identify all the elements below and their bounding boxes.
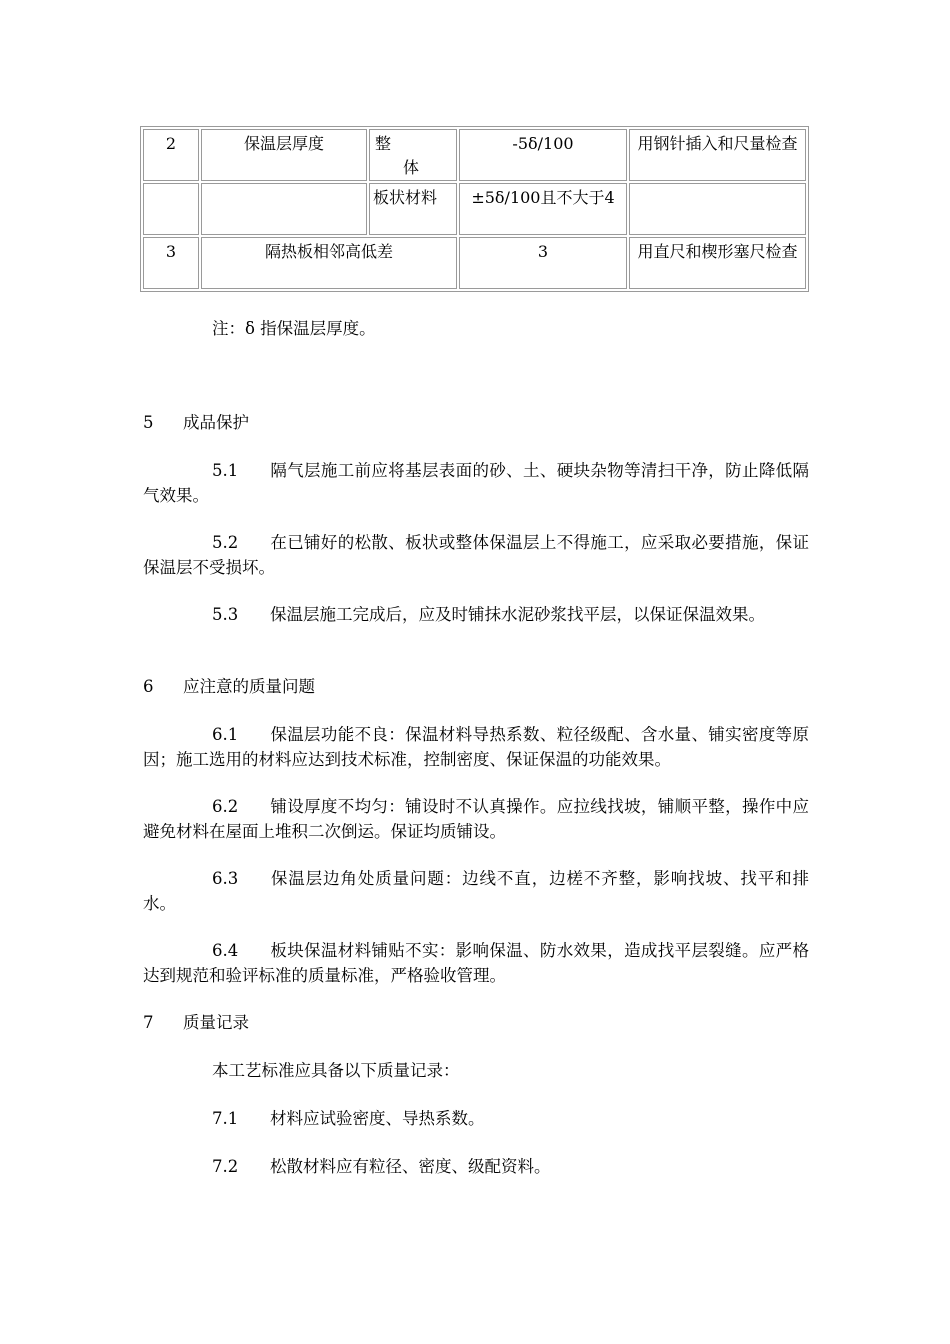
section-number: 5 [143,413,154,432]
table-row [143,183,806,235]
clause-7-2 [143,1154,809,1179]
section-heading-6 [143,674,315,699]
clause-text: 材料应试验密度、导热系数。 [270,1109,485,1128]
clause-number: 7.2 [212,1157,239,1176]
row-method: 用直尺和楔形塞尺检查 [629,237,806,289]
clause-text: 铺设厚度不均匀：铺设时不认真操作。应拉线找坡，铺顺平整，操作中应避免材料在屋面上堆积二次倒运。保证均质铺设。 [143,797,809,841]
clause-number: 5.3 [212,605,239,624]
clause-5-2 [143,530,809,580]
section-title: 成品保护 [183,413,249,432]
table-note: 注：δ 指保温层厚度。 [212,319,376,338]
clause-6-1 [143,722,809,772]
row-number: 2 [143,129,199,181]
clause-text: 隔气层施工前应将基层表面的砂、土、硬块杂物等清扫干净，防止降低隔气效果。 [143,461,809,505]
section-number: 7 [143,1013,154,1032]
section-number: 6 [143,677,154,696]
row-item: 隔热板相邻高低差 [201,237,457,289]
clause-5-3 [143,602,809,627]
clause-text: 在已铺好的松散、板状或整体保温层上不得施工，应采取必要措施，保证保温层不受损坏。 [143,533,809,577]
row-subitem: 板状材料 [369,183,457,235]
row-item: 保温层厚度 [201,129,367,181]
tolerance-table [140,126,809,292]
clause-text: 保温层功能不良：保温材料导热系数、粒径级配、含水量、铺实密度等原因；施工选用的材料应达到技术标准，控制密度、保证保温的功能效果。 [143,725,809,769]
table-row [143,129,806,181]
clause-text: 保温层边角处质量问题：边线不直，边槎不齐整，影响找坡、找平和排水。 [143,869,809,913]
section-heading-5 [143,410,249,435]
section-title: 质量记录 [183,1013,249,1032]
row-tolerance: ±5δ/100且不大于4 [459,183,627,235]
section-7-intro: 本工艺标准应具备以下质量记录： [212,1061,460,1080]
row-method: 用钢针插入和尺量检查 [629,129,806,181]
clause-number: 5.1 [212,461,239,480]
row-item [201,183,367,235]
clause-6-2 [143,794,809,844]
row-method [629,183,806,235]
section-title: 应注意的质量问题 [183,677,315,696]
subitem-line1: 整 [375,134,392,153]
clause-number: 6.4 [212,941,239,960]
clause-number: 7.1 [212,1109,239,1128]
row-number [143,183,199,235]
clause-text: 保温层施工完成后，应及时铺抹水泥砂浆找平层，以保证保温效果。 [270,605,765,624]
clause-7-1 [143,1106,809,1131]
subitem-line2: 体 [403,158,420,177]
section-heading-7 [143,1010,249,1035]
clause-text: 板块保温材料铺贴不实：影响保温、防水效果，造成找平层裂缝。应严格达到规范和验评标准的质量标准，严格验收管理。 [143,941,809,985]
row-number: 3 [143,237,199,289]
clause-number: 6.2 [212,797,239,816]
clause-number: 5.2 [212,533,239,552]
clause-number: 6.1 [212,725,239,744]
clause-number: 6.3 [212,869,239,888]
row-tolerance: 3 [459,237,627,289]
clause-text: 松散材料应有粒径、密度、级配资料。 [270,1157,551,1176]
table-row [143,237,806,289]
clause-5-1 [143,458,809,508]
clause-6-3 [143,866,809,916]
clause-6-4 [143,938,809,988]
row-subitem [369,129,457,181]
row-tolerance: -5δ/100 [459,129,627,181]
